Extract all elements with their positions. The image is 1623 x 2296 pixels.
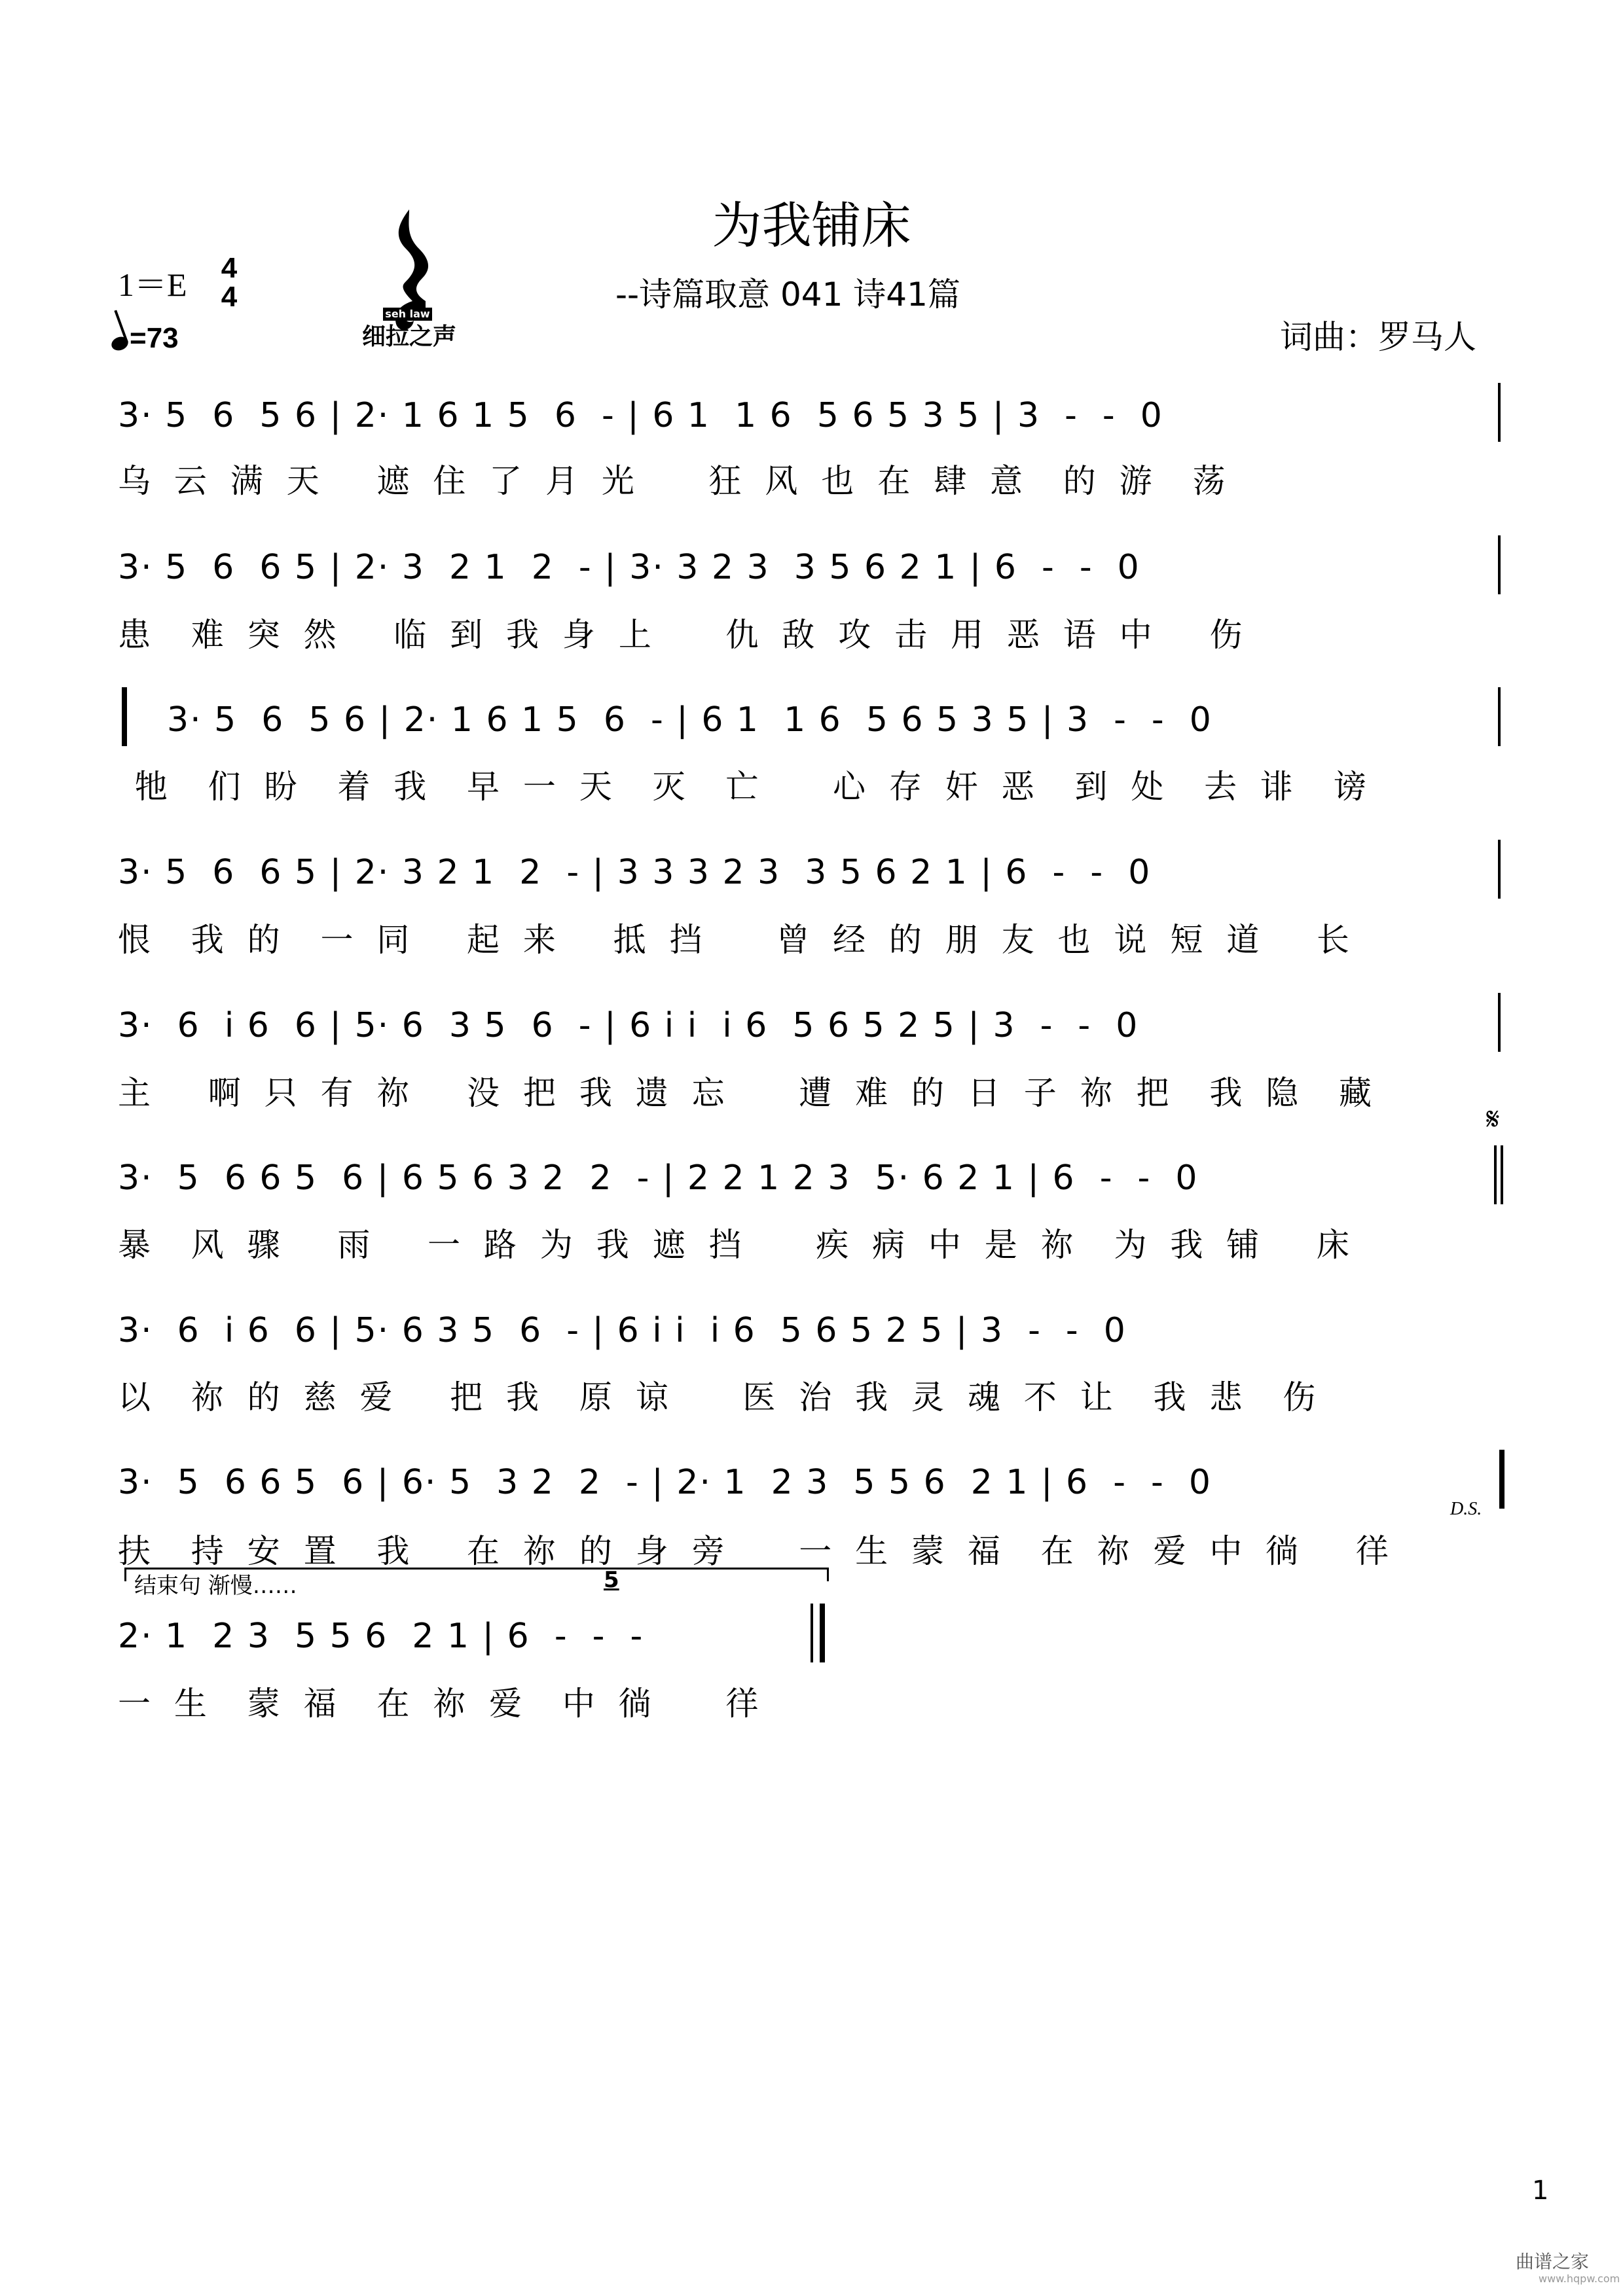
logo-band: seh law [383, 308, 432, 321]
segno-icon: 𝄋 [1486, 1101, 1500, 1138]
notes: 3· 6 i 6 6 | 5· 6 3 5 6 - | 6 i i i 6 5 6 5 2 5 | 3 - - 0 [118, 1006, 1139, 1045]
repeat-start-barline [122, 687, 127, 746]
notes: 3· 5 6 5 6 | 2· 1 6 1 5 6 - | 6 1 1 6 5 6 5 3 5 | 3 - - 0 [118, 396, 1163, 435]
watermark: 曲谱之家 [1516, 2251, 1590, 2272]
lyrics-line-8: 扶 持 安 置 我 在 祢 的 身 旁 一 生 蒙 福 在 祢 爱 中 徜 徉 [118, 1532, 1395, 1570]
key-signature: 1＝E [118, 266, 187, 303]
score-line-1 [118, 373, 1512, 458]
score-line-3 [118, 677, 1512, 762]
notes: 3· 5 6 6 5 | 2· 3 2 1 2 - | 3· 3 2 3 3 5 6 2 1 | 6 - - 0 [118, 548, 1140, 587]
quarter-note-icon [109, 334, 130, 353]
page-title: 为我铺床 [712, 196, 911, 255]
repeat-end-barline [1499, 1450, 1504, 1509]
tempo-mark [111, 321, 179, 356]
tempo-value: =73 [130, 322, 179, 354]
time-top: 4 [221, 252, 238, 284]
notes: 3· 5 6 5 6 | 2· 1 6 1 5 6 - | 6 1 1 6 5 6 5 3 5 | 3 - - 0 [167, 700, 1213, 740]
lyrics-line-2: 患 难 突 然 临 到 我 身 上 仇 敌 攻 击 用 恶 语 中 伤 [118, 616, 1249, 654]
score-line-7 [118, 1288, 1512, 1373]
notes: 3· 5 6 6 5 6 | 6· 5 3 2 2 - | 2· 1 2 3 5 5 6 2 1 | 6 - - 0 [118, 1463, 1212, 1502]
coda-label: 结束句 渐慢…… [134, 1573, 297, 1599]
lyrics-line-coda: 一 生 蒙 福 在 祢 爱 中 徜 徉 [118, 1685, 765, 1723]
dal-segno: D.S. [1450, 1499, 1482, 1519]
watermark-url: www.hqpw.com [1539, 2272, 1620, 2285]
score-line-4 [118, 830, 1512, 915]
final-barline [820, 1604, 825, 1662]
barline [811, 1604, 813, 1662]
credit: 词曲：罗马人 [1280, 318, 1476, 356]
notes: 3· 6 i 6 6 | 5· 6 3 5 6 - | 6 i i i 6 5 6 5 2 5 | 3 - - 0 [118, 1311, 1127, 1350]
page-number: 1 [1532, 2176, 1549, 2206]
time-signature [213, 254, 246, 312]
lyrics-line-7: 以 祢 的 慈 爱 把 我 原 谅 医 治 我 灵 魂 不 让 我 悲 伤 [118, 1378, 1322, 1416]
score-line-6 [118, 1136, 1512, 1221]
score-line-2 [118, 525, 1512, 610]
notes: 3· 5 6 6 5 | 2· 3 2 1 2 - | 3 3 3 2 3 3 5 6 2 1 | 6 - - 0 [118, 853, 1152, 892]
notes: 2· 1 2 3 5 5 6 2 1 | 6 - - - [118, 1617, 644, 1656]
score-line-5 [118, 983, 1512, 1068]
barline [1498, 993, 1501, 1052]
logo-text: 细拉之声 [361, 323, 456, 350]
time-bottom: 4 [221, 281, 238, 313]
barline [1498, 535, 1501, 594]
double-barline [1501, 1145, 1503, 1204]
barline [1498, 840, 1501, 899]
score-line-8 [118, 1440, 1512, 1525]
lyrics-line-6: 暴 风 骤 雨 一 路 为 我 遮 挡 疾 病 中 是 祢 为 我 铺 床 [118, 1226, 1356, 1264]
lyrics-line-3: 牠 们 盼 着 我 早 一 天 灭 亡 心 存 奸 恶 到 处 去 诽 谤 [118, 768, 1373, 806]
barline [1498, 687, 1501, 746]
double-barline [1494, 1145, 1497, 1204]
score-line-coda [118, 1594, 838, 1679]
grace-note: 5 [604, 1567, 619, 1593]
lyrics-line-4: 恨 我 的 一 同 起 来 抵 挡 曾 经 的 朋 友 也 说 短 道 长 [118, 921, 1356, 959]
lyrics-line-1: 乌 云 满 天 遮 住 了 月 光 狂 风 也 在 肆 意 的 游 荡 [118, 462, 1232, 500]
barline [1498, 383, 1501, 442]
subtitle: --诗篇取意 041 诗41篇 [615, 276, 960, 314]
lyrics-line-5: 主 啊 只 有 祢 没 把 我 遗 忘 遭 难 的 日 子 祢 把 我 隐 藏 [118, 1074, 1379, 1112]
notes: 3· 5 6 6 5 6 | 6 5 6 3 2 2 - | 2 2 1 2 3 5· 6 2 1 | 6 - - 0 [118, 1158, 1199, 1198]
